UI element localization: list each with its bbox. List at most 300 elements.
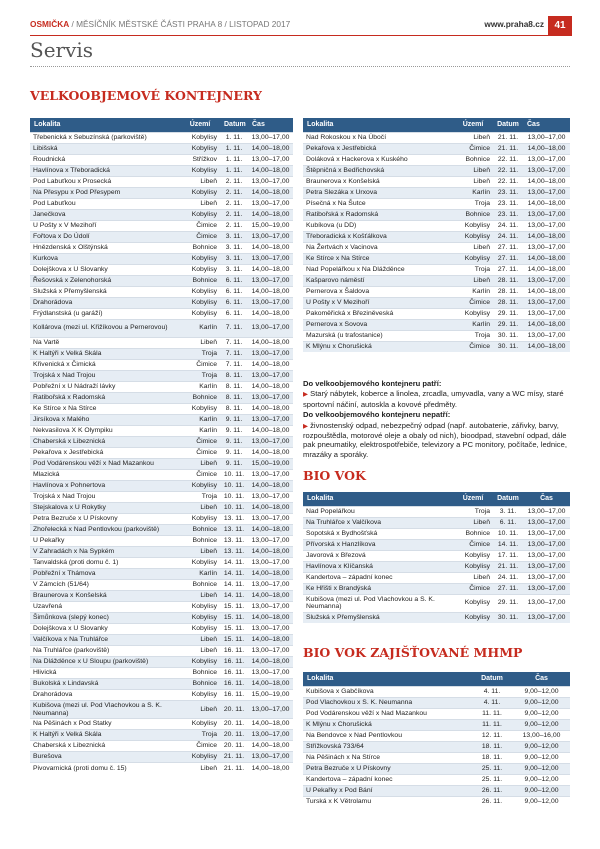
- cell-cas: 13,00–17,00: [248, 469, 293, 480]
- cell-uzemi: Kobylisy: [453, 220, 493, 231]
- cell-lokalita: Na Pěšinách x Na Stírce: [303, 752, 471, 763]
- cell-lokalita: Petra Slezáka x Urxova: [303, 187, 453, 198]
- cell-uzemi: Libeň: [180, 763, 220, 774]
- table-row: [30, 414, 293, 425]
- cell-lokalita: Na Truhlářce x Valčíkova: [303, 517, 453, 528]
- cell-cas: 13,00–17,00: [248, 624, 293, 635]
- cell-lokalita: Kurkova: [30, 253, 180, 264]
- cell-cas: 14,00–18,00: [248, 187, 293, 198]
- table-row: [30, 436, 293, 447]
- kontejnery-heading: VELKOOBJEMOVÉ KONTEJNERY: [30, 88, 262, 103]
- table-row: [30, 176, 293, 187]
- cell-cas: 14,00–18,00: [248, 165, 293, 176]
- cell-lokalita: Pekařova x Jestřebická: [30, 447, 180, 458]
- col-uzemi: Území: [453, 118, 493, 132]
- cell-uzemi: Libeň: [180, 503, 220, 514]
- table-row: [30, 752, 293, 763]
- not-belongs-label: Do velkoobjemového kontejneru nepatří:: [303, 410, 451, 420]
- cell-cas: 13,00–17,00: [248, 436, 293, 447]
- table-row: [303, 297, 570, 308]
- cell-uzemi: Libeň: [180, 458, 220, 469]
- triangle-bullet-icon: ▶: [303, 422, 308, 430]
- cell-cas: 13,00–17,00: [248, 602, 293, 613]
- cell-datum: 3. 11.: [493, 506, 523, 517]
- table-row: [30, 264, 293, 275]
- cell-cas: 13,00–17,00: [248, 198, 293, 209]
- cell-datum: 9. 11.: [220, 458, 248, 469]
- cell-uzemi: Libeň: [453, 517, 493, 528]
- cell-lokalita: Řešovská x Zelenohorská: [30, 275, 180, 286]
- page-header: [30, 16, 570, 36]
- cell-lokalita: Pobřežní x Thámova: [30, 569, 180, 580]
- biovok-table: [303, 492, 570, 623]
- cell-uzemi: Čimice: [453, 539, 493, 550]
- cell-datum: 8. 11.: [220, 381, 248, 392]
- cell-datum: 27. 11.: [493, 583, 523, 594]
- cell-datum: 30. 11.: [493, 612, 523, 623]
- cell-cas: 13,00–17,00: [523, 308, 570, 319]
- cell-lokalita: Křivenická x Čimická: [30, 359, 180, 370]
- table-row: [30, 348, 293, 359]
- cell-lokalita: Nad Rokoskou x Na Úbočí: [303, 132, 453, 143]
- table-row: [303, 165, 570, 176]
- col-lokalita: Lokalita: [30, 118, 180, 132]
- cell-uzemi: Bohnice: [453, 528, 493, 539]
- website-link[interactable]: www.praha8.cz: [484, 19, 544, 29]
- table-row: [303, 730, 570, 741]
- cell-cas: 13,00–17,00: [248, 297, 293, 308]
- cell-lokalita: Chaberská x Libeznická: [30, 436, 180, 447]
- cell-cas: 13,00–17,00: [523, 330, 570, 341]
- table-row: [30, 480, 293, 491]
- table-row: [30, 547, 293, 558]
- cell-cas: 13,00–17,00: [523, 517, 570, 528]
- cell-lokalita: Štěpničná x Bedřichovská: [303, 165, 453, 176]
- cell-datum: 30. 11.: [493, 341, 523, 352]
- cell-lokalita: U Pekařky: [30, 536, 180, 547]
- cell-datum: 11. 11.: [471, 708, 513, 719]
- cell-lokalita: Sopotská x Bydhošťská: [303, 528, 453, 539]
- cell-datum: 3. 11.: [220, 253, 248, 264]
- cell-cas: 13,00–17,00: [523, 550, 570, 561]
- cell-cas: 13,00–17,00: [523, 187, 570, 198]
- cell-lokalita: Pakoměřická x Březiněveská: [303, 308, 453, 319]
- table-row: [30, 425, 293, 436]
- cell-uzemi: Čimice: [453, 341, 493, 352]
- cell-datum: 10. 11.: [220, 480, 248, 491]
- cell-datum: 17. 11.: [493, 550, 523, 561]
- cell-cas: 14,00–18,00: [523, 253, 570, 264]
- cell-uzemi: Kobylisy: [180, 209, 220, 220]
- table-row: [30, 613, 293, 624]
- cell-lokalita: Třeboradická x Košťálkova: [303, 231, 453, 242]
- cell-datum: 1. 11.: [220, 132, 248, 143]
- cell-lokalita: Kubíkova (u DD): [303, 220, 453, 231]
- cell-cas: 14,00–18,00: [248, 143, 293, 154]
- cell-cas: 14,00–18,00: [248, 503, 293, 514]
- table-row: [303, 774, 570, 785]
- table-row: [303, 697, 570, 708]
- cell-cas: 14,00–18,00: [523, 143, 570, 154]
- cell-datum: 14. 11.: [220, 591, 248, 602]
- section-divider: [30, 66, 570, 67]
- cell-cas: 14,00–18,00: [248, 613, 293, 624]
- cell-uzemi: Troja: [453, 506, 493, 517]
- cell-datum: 29. 11.: [493, 319, 523, 330]
- cell-datum: 12. 11.: [471, 730, 513, 741]
- cell-lokalita: Nad Popelářkou x Na Dlážděnce: [303, 264, 453, 275]
- cell-uzemi: Střížkov: [180, 154, 220, 165]
- cell-lokalita: Drahorádova: [30, 297, 180, 308]
- table-row: [303, 796, 570, 807]
- cell-uzemi: Kobylisy: [180, 657, 220, 668]
- cell-uzemi: Bohnice: [180, 392, 220, 403]
- cell-datum: 2. 11.: [220, 220, 248, 231]
- cell-lokalita: Drahorádova: [30, 690, 180, 701]
- cell-uzemi: Kobylisy: [180, 253, 220, 264]
- cell-datum: 14. 11.: [220, 580, 248, 591]
- cell-lokalita: Třebenická x Sebuzínská (parkoviště): [30, 132, 180, 143]
- cell-uzemi: Kobylisy: [180, 752, 220, 763]
- col-uzemi: Území: [453, 492, 493, 506]
- cell-lokalita: V Zahradách x Na Sypkém: [30, 547, 180, 558]
- cell-cas: 13,00–17,00: [248, 154, 293, 165]
- table-row: [30, 392, 293, 403]
- cell-cas: 9,00–12,00: [513, 752, 570, 763]
- table-row: [30, 209, 293, 220]
- cell-cas: 14,00–18,00: [248, 657, 293, 668]
- cell-uzemi: Kobylisy: [453, 253, 493, 264]
- cell-datum: 15. 11.: [220, 635, 248, 646]
- table-row: [303, 154, 570, 165]
- cell-uzemi: Bohnice: [453, 154, 493, 165]
- cell-cas: 13,00–17,00: [248, 253, 293, 264]
- table-row: [30, 514, 293, 525]
- cell-uzemi: Bohnice: [180, 536, 220, 547]
- cell-datum: 2. 11.: [220, 187, 248, 198]
- cell-uzemi: Kobylisy: [180, 624, 220, 635]
- cell-datum: 18. 11.: [471, 741, 513, 752]
- cell-cas: 13,00–17,00: [248, 558, 293, 569]
- cell-uzemi: Libeň: [180, 176, 220, 187]
- cell-datum: 1. 11.: [220, 165, 248, 176]
- table-row: [30, 154, 293, 165]
- cell-lokalita: U Pošty x V Mezihoří: [303, 297, 453, 308]
- cell-uzemi: Troja: [180, 370, 220, 381]
- cell-datum: 13. 11.: [220, 525, 248, 536]
- cell-cas: 13,00–17,00: [523, 583, 570, 594]
- cell-uzemi: Čimice: [180, 469, 220, 480]
- kontejnery-table-left: [30, 118, 293, 774]
- table-row: [30, 242, 293, 253]
- cell-uzemi: Karlín: [180, 425, 220, 436]
- table-row: [30, 580, 293, 591]
- table-row: [303, 539, 570, 550]
- cell-cas: 13,00–17,00: [248, 348, 293, 359]
- cell-datum: 15. 11.: [220, 602, 248, 613]
- cell-datum: 10. 11.: [220, 491, 248, 502]
- cell-datum: 16. 11.: [220, 690, 248, 701]
- cell-cas: 13,00–17,00: [248, 414, 293, 425]
- cell-datum: 4. 11.: [471, 697, 513, 708]
- cell-lokalita: Ratibořská x Radomská: [303, 209, 453, 220]
- cell-cas: 14,00–18,00: [523, 319, 570, 330]
- cell-lokalita: Přívorská x Hanzlíkova: [303, 539, 453, 550]
- col-cas: Čas: [523, 492, 570, 506]
- kontejnery-table-right: [303, 118, 570, 352]
- cell-datum: 14. 11.: [220, 558, 248, 569]
- cell-lokalita: K Haltýři x Velká Skála: [30, 730, 180, 741]
- cell-uzemi: Kobylisy: [180, 286, 220, 297]
- cell-cas: 14,00–18,00: [248, 308, 293, 319]
- cell-datum: 6. 11.: [220, 286, 248, 297]
- cell-lokalita: U Pošty x V Mezihoří: [30, 220, 180, 231]
- page-number: 41: [548, 16, 572, 36]
- table-row: [303, 176, 570, 187]
- cell-cas: 13,00–17,00: [248, 752, 293, 763]
- cell-datum: 10. 11.: [493, 528, 523, 539]
- col-datum: Datum: [220, 118, 248, 132]
- cell-datum: 21. 11.: [493, 143, 523, 154]
- cell-datum: 2. 11.: [220, 198, 248, 209]
- table-row: [30, 403, 293, 414]
- cell-uzemi: Kobylisy: [453, 231, 493, 242]
- cell-datum: 29. 11.: [493, 308, 523, 319]
- cell-lokalita: Javorová x Březová: [303, 550, 453, 561]
- cell-uzemi: Kobylisy: [180, 514, 220, 525]
- cell-lokalita: Valčíkova x Na Truhlářce: [30, 635, 180, 646]
- col-lokalita: Lokalita: [303, 672, 471, 686]
- cell-uzemi: Bohnice: [180, 679, 220, 690]
- cell-uzemi: Kobylisy: [453, 561, 493, 572]
- cell-lokalita: Libišská: [30, 143, 180, 154]
- cell-datum: 7. 11.: [220, 359, 248, 370]
- cell-uzemi: Libeň: [453, 242, 493, 253]
- cell-uzemi: Kobylisy: [453, 308, 493, 319]
- cell-uzemi: Libeň: [453, 165, 493, 176]
- cell-uzemi: Troja: [453, 330, 493, 341]
- cell-lokalita: K Mlýnu x Chorušická: [303, 341, 453, 352]
- cell-lokalita: Kandertova – západní konec: [303, 572, 453, 583]
- table-row: [303, 319, 570, 330]
- cell-lokalita: Hlivická: [30, 668, 180, 679]
- cell-lokalita: Služská x Přemyšlenská: [303, 612, 453, 623]
- table-row: [30, 297, 293, 308]
- cell-cas: 14,00–18,00: [523, 286, 570, 297]
- cell-datum: 6. 11.: [493, 517, 523, 528]
- cell-datum: 6. 11.: [220, 297, 248, 308]
- cell-cas: 9,00–12,00: [513, 763, 570, 774]
- cell-lokalita: Pernerova x Šaldova: [303, 286, 453, 297]
- cell-cas: 13,00–17,00: [248, 319, 293, 337]
- cell-cas: 13,00–17,00: [248, 392, 293, 403]
- table-row: [30, 635, 293, 646]
- table-row: [303, 763, 570, 774]
- cell-cas: 9,00–12,00: [513, 785, 570, 796]
- cell-lokalita: Nad Popelářkou: [303, 506, 453, 517]
- cell-lokalita: Kašparovo náměstí: [303, 275, 453, 286]
- cell-uzemi: Kobylisy: [180, 613, 220, 624]
- cell-datum: 6. 11.: [220, 275, 248, 286]
- table-row: [303, 550, 570, 561]
- cell-cas: 14,00–18,00: [248, 286, 293, 297]
- cell-lokalita: Mlazická: [30, 469, 180, 480]
- table-row: [30, 646, 293, 657]
- col-datum: Datum: [493, 118, 523, 132]
- cell-cas: 14,00–18,00: [248, 403, 293, 414]
- table-row: [30, 624, 293, 635]
- cell-lokalita: Turská x K Větrolamu: [303, 796, 471, 807]
- cell-datum: 13. 11.: [220, 514, 248, 525]
- cell-lokalita: Jirsíkova x Malého: [30, 414, 180, 425]
- cell-lokalita: Chaberská x Libeznická: [30, 741, 180, 752]
- cell-cas: 13,00–17,00: [248, 514, 293, 525]
- cell-cas: 9,00–12,00: [513, 708, 570, 719]
- cell-cas: 14,00–18,00: [248, 381, 293, 392]
- cell-cas: 14,00–18,00: [248, 591, 293, 602]
- cell-lokalita: Petra Bezruče x U Pískovny: [303, 763, 471, 774]
- cell-lokalita: Kandertova – západní konec: [303, 774, 471, 785]
- col-uzemi: Území: [180, 118, 220, 132]
- cell-datum: 8. 11.: [220, 392, 248, 403]
- cell-cas: 13,00–17,00: [248, 701, 293, 719]
- cell-datum: 23. 11.: [493, 209, 523, 220]
- table-row: [30, 657, 293, 668]
- kontejnery-notes: [303, 379, 571, 460]
- cell-datum: 4. 11.: [471, 686, 513, 697]
- cell-uzemi: Troja: [453, 264, 493, 275]
- cell-lokalita: Kubišova x Gabčíkova: [303, 686, 471, 697]
- cell-lokalita: Doláková x Hackerova x Kuského: [303, 154, 453, 165]
- cell-uzemi: Libeň: [453, 132, 493, 143]
- table-row: [30, 730, 293, 741]
- table-row: [30, 558, 293, 569]
- cell-lokalita: Tanvaldská (proti domu č. 1): [30, 558, 180, 569]
- cell-lokalita: Pod Labuťkou: [30, 198, 180, 209]
- cell-cas: 14,00–18,00: [523, 231, 570, 242]
- table-row: [303, 572, 570, 583]
- cell-uzemi: Čimice: [453, 297, 493, 308]
- cell-cas: 13,00–17,00: [248, 668, 293, 679]
- cell-datum: 7. 11.: [220, 337, 248, 348]
- cell-cas: 14,00–18,00: [248, 264, 293, 275]
- cell-uzemi: Libeň: [453, 176, 493, 187]
- cell-cas: 13,00–17,00: [248, 580, 293, 591]
- cell-lokalita: Ke Stírce x Na Stírce: [303, 253, 453, 264]
- table-row: [30, 220, 293, 231]
- table-row: [303, 132, 570, 143]
- table-row: [30, 143, 293, 154]
- cell-datum: 16. 11.: [220, 679, 248, 690]
- cell-uzemi: Čimice: [180, 359, 220, 370]
- cell-lokalita: Pernerova x Sovova: [303, 319, 453, 330]
- cell-cas: 14,00–18,00: [248, 480, 293, 491]
- cell-datum: 18. 11.: [471, 752, 513, 763]
- cell-uzemi: Kobylisy: [180, 143, 220, 154]
- cell-cas: 15,00–19,00: [248, 220, 293, 231]
- cell-datum: 3. 11.: [220, 242, 248, 253]
- cell-cas: 14,00–18,00: [523, 341, 570, 352]
- cell-datum: 28. 11.: [493, 286, 523, 297]
- cell-uzemi: Karlín: [453, 319, 493, 330]
- cell-uzemi: Kobylisy: [180, 132, 220, 143]
- table-row: [303, 209, 570, 220]
- cell-cas: 14,00–18,00: [248, 425, 293, 436]
- cell-lokalita: Mazurská (u trafostanice): [303, 330, 453, 341]
- cell-cas: 13,00–17,00: [248, 275, 293, 286]
- cell-cas: 13,00–17,00: [523, 154, 570, 165]
- table-row: [30, 198, 293, 209]
- table-row: [30, 370, 293, 381]
- cell-cas: 14,00–18,00: [248, 719, 293, 730]
- cell-uzemi: Kobylisy: [453, 550, 493, 561]
- cell-lokalita: Pod Labuťkou x Prosecká: [30, 176, 180, 187]
- table-row: [30, 359, 293, 370]
- mhmp-heading: BIO VOK ZAJIŠŤOVANÉ MHMP: [303, 645, 523, 660]
- cell-lokalita: Na Přesypu x Pod Přesypem: [30, 187, 180, 198]
- cell-lokalita: Pivovarnická (proti domu č. 15): [30, 763, 180, 774]
- cell-lokalita: U Pekařky x Pod Bání: [303, 785, 471, 796]
- cell-datum: 7. 11.: [220, 319, 248, 337]
- table-row: [30, 668, 293, 679]
- cell-uzemi: Čimice: [180, 220, 220, 231]
- cell-lokalita: Hnězdenská x Olštýnská: [30, 242, 180, 253]
- table-row: [30, 503, 293, 514]
- table-row: [303, 612, 570, 623]
- cell-cas: 13,00–17,00: [523, 220, 570, 231]
- belongs-text: Starý nábytek, koberce a linolea, zrcadla, umyvadla, vany a WC mísy, staré sportovní náčiní, autoskla a kovové předměty.: [303, 389, 564, 409]
- cell-cas: 14,00–18,00: [248, 763, 293, 774]
- cell-cas: 14,00–18,00: [248, 447, 293, 458]
- cell-lokalita: Pod Vodárenskou věží x Nad Mazankou: [303, 708, 471, 719]
- cell-lokalita: Na Vartě: [30, 337, 180, 348]
- table-row: [303, 506, 570, 517]
- not-belongs-text: živnostenský odpad, nebezpečný odpad (např. autobaterie, zářivky, barvy, rozpouštědla, motorové oleje a obaly od nich), bioodpad, stavební odpad, dále pak pneumatiky, elektrospotřebiče, televizory a PC monitory, počítače, lednice, mrazáky a sporáky.: [303, 420, 567, 459]
- table-row: [303, 253, 570, 264]
- cell-lokalita: Havlínova x Třeboradická: [30, 165, 180, 176]
- cell-datum: 30. 11.: [493, 330, 523, 341]
- cell-uzemi: Bohnice: [180, 668, 220, 679]
- cell-datum: 22. 11.: [493, 154, 523, 165]
- cell-uzemi: Libeň: [180, 547, 220, 558]
- cell-lokalita: Kubišova (mezi ul. Pod Vlachovkou a S. K. Neumanna): [30, 701, 180, 719]
- cell-uzemi: Kobylisy: [453, 594, 493, 612]
- cell-lokalita: Roudnická: [30, 154, 180, 165]
- table-row: [30, 308, 293, 319]
- cell-datum: 14. 11.: [493, 539, 523, 550]
- cell-lokalita: Kollárova (mezi ul. Křižíkovou a Pernerovou): [30, 319, 180, 337]
- cell-datum: 9. 11.: [220, 414, 248, 425]
- cell-cas: 13,00–17,00: [523, 561, 570, 572]
- cell-uzemi: Bohnice: [180, 580, 220, 591]
- cell-datum: 1. 11.: [220, 143, 248, 154]
- cell-lokalita: Braunerova x Konšelská: [303, 176, 453, 187]
- cell-cas: 9,00–12,00: [513, 796, 570, 807]
- cell-cas: 14,00–18,00: [248, 569, 293, 580]
- cell-cas: 13,00–17,00: [523, 297, 570, 308]
- table-row: [30, 381, 293, 392]
- table-row: [303, 341, 570, 352]
- table-row: [30, 132, 293, 143]
- cell-cas: 14,00–18,00: [248, 337, 293, 348]
- cell-datum: 9. 11.: [220, 436, 248, 447]
- table-row: [30, 458, 293, 469]
- cell-uzemi: Libeň: [180, 646, 220, 657]
- cell-datum: 1. 11.: [220, 154, 248, 165]
- cell-datum: 24. 11.: [493, 231, 523, 242]
- table-row: [303, 286, 570, 297]
- cell-lokalita: Zhořelecká x Nad Pentlovkou (parkoviště): [30, 525, 180, 536]
